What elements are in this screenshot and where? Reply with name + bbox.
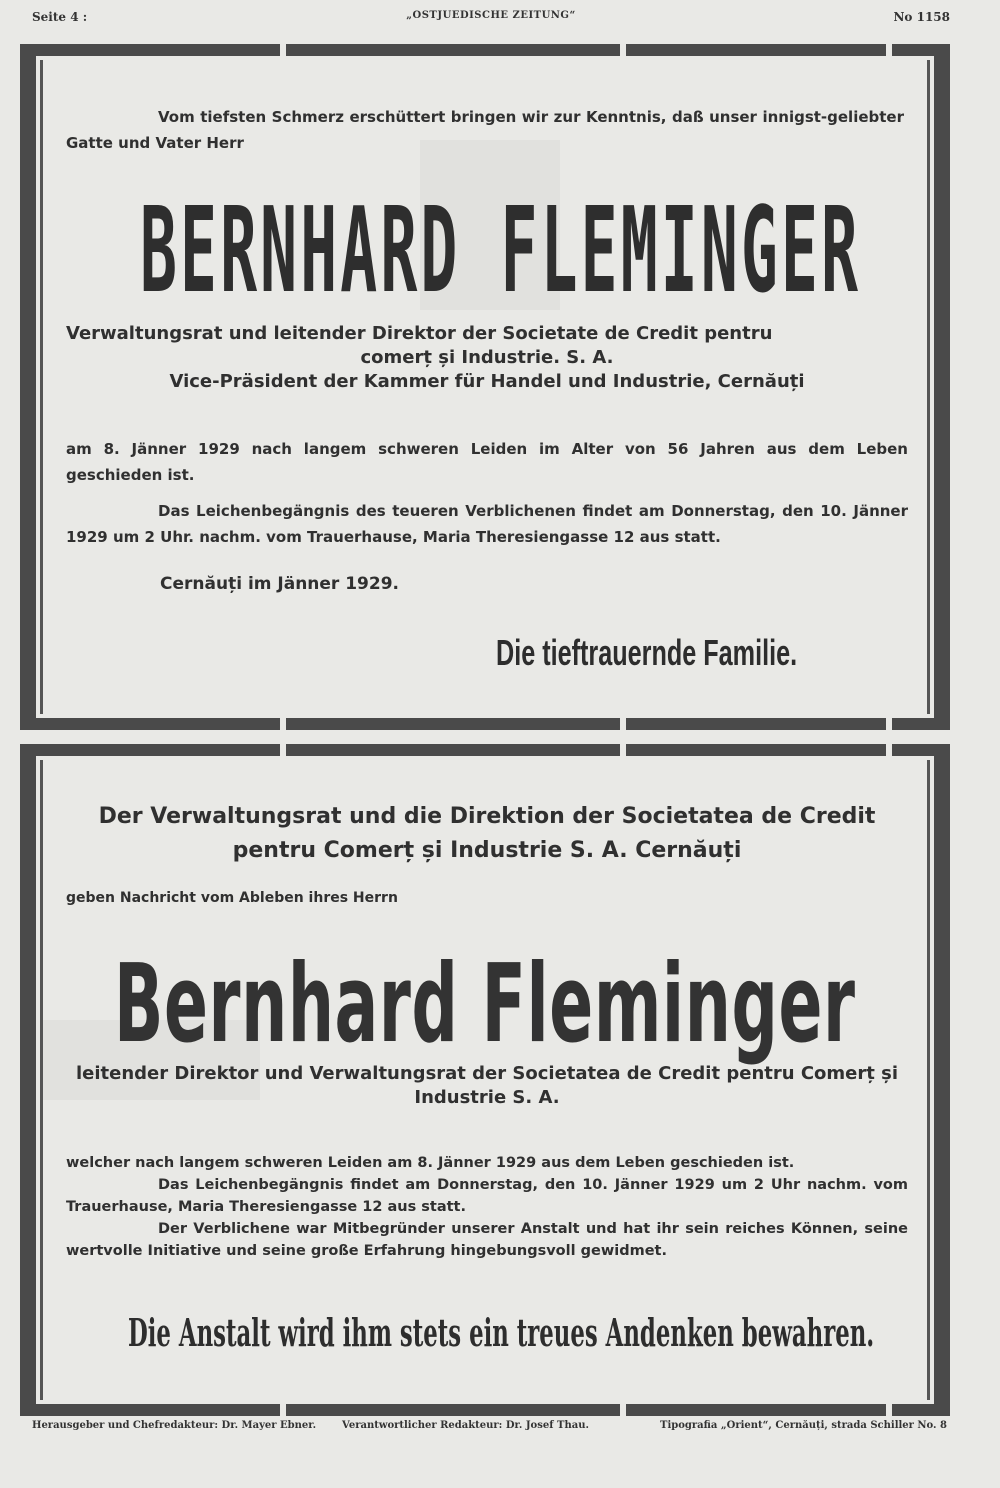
border-bar xyxy=(20,718,950,730)
place-date: Cernăuți im Jänner 1929. xyxy=(160,574,400,594)
deceased-name-container xyxy=(140,181,950,319)
deceased-name: Bernhard Fleminger xyxy=(114,942,856,1067)
role-block xyxy=(66,322,908,394)
editor-credit: Verantwortlicher Redakteur: Dr. Josef Thau. xyxy=(342,1420,589,1431)
signature-container xyxy=(496,632,950,676)
tribute-text: Der Verblichene war Mitbegründer unserer Anstalt und hat ihr sein reiches Können, seine wertvolle Initiative und seine große Erfahrung hingebungsvoll gewidmet. xyxy=(66,1221,908,1259)
border-bar xyxy=(20,44,950,56)
notice-intro: Vom tiefsten Schmerz erschüttert bringen wir zur Kenntnis, daß unser innigst-geliebter Gatte und Vater Herr xyxy=(66,108,904,152)
issue-number: No 1158 xyxy=(893,10,950,24)
closing-line: Die Anstalt wird ihm stets ein treues Andenken bewahren. xyxy=(128,1310,875,1355)
funeral-info: Das Leichenbegängnis findet am Donnerstag, den 10. Jänner 1929 um 2 Uhr nachm. vom Trauerhause, Maria Theresiengasse 12 aus statt. xyxy=(66,1177,908,1215)
deceased-name-container xyxy=(114,942,950,1067)
family-signature: Die tieftrauernde Familie. xyxy=(496,632,798,673)
bank-body xyxy=(66,1152,908,1262)
page-number: Seite 4 : xyxy=(32,10,88,24)
bank-intro: geben Nachricht vom Ableben ihres Herrn xyxy=(66,890,398,906)
death-announcement: welcher nach langem schweren Leiden am 8. Jänner 1929 aus dem Leben geschieden ist. xyxy=(66,1155,795,1171)
obituary-notice-family xyxy=(20,44,950,730)
page-header xyxy=(32,10,950,30)
newspaper-title: „OSTJUEDISCHE ZEITUNG“ xyxy=(406,10,576,21)
death-announcement: am 8. Jänner 1929 nach langem schweren Leiden im Alter von 56 Jahren aus dem Leben geschieden ist. xyxy=(66,440,908,484)
role-line: comerț și Industrie. S. A. xyxy=(360,347,614,368)
publisher-credit: Herausgeber und Chefredakteur: Dr. Mayer Ebner. xyxy=(32,1420,317,1431)
border-bar xyxy=(20,1404,950,1416)
deceased-name: BERNHARD FLEMINGER xyxy=(140,181,862,319)
bank-role: leitender Direktor und Verwaltungsrat der Societatea de Credit pentru Comerț și Industrie S. A. xyxy=(76,1063,898,1108)
role-line: Vice-Präsident der Kammer für Handel und Industrie, Cernăuți xyxy=(169,371,805,392)
obituary-notice-bank xyxy=(20,744,950,1416)
closing-container xyxy=(128,1310,950,1360)
funeral-info: Das Leichenbegängnis des teueren Verblichenen findet am Donnerstag, den 10. Jänner 1929 um 2 Uhr. nachm. vom Trauerhause, Maria Theresiengasse 12 aus statt. xyxy=(66,502,908,546)
border-bar xyxy=(20,744,950,756)
role-line: Verwaltungsrat und leitender Direktor der Societate de Credit pentru xyxy=(66,323,773,344)
bank-heading: Der Verwaltungsrat und die Direktion der Societatea de Credit pentru Comerț și Industrie S. A. Cernăuți xyxy=(98,804,876,863)
printer-credit: Tipografia „Orient“, Cernăuți, strada Schiller No. 8 xyxy=(660,1420,947,1431)
